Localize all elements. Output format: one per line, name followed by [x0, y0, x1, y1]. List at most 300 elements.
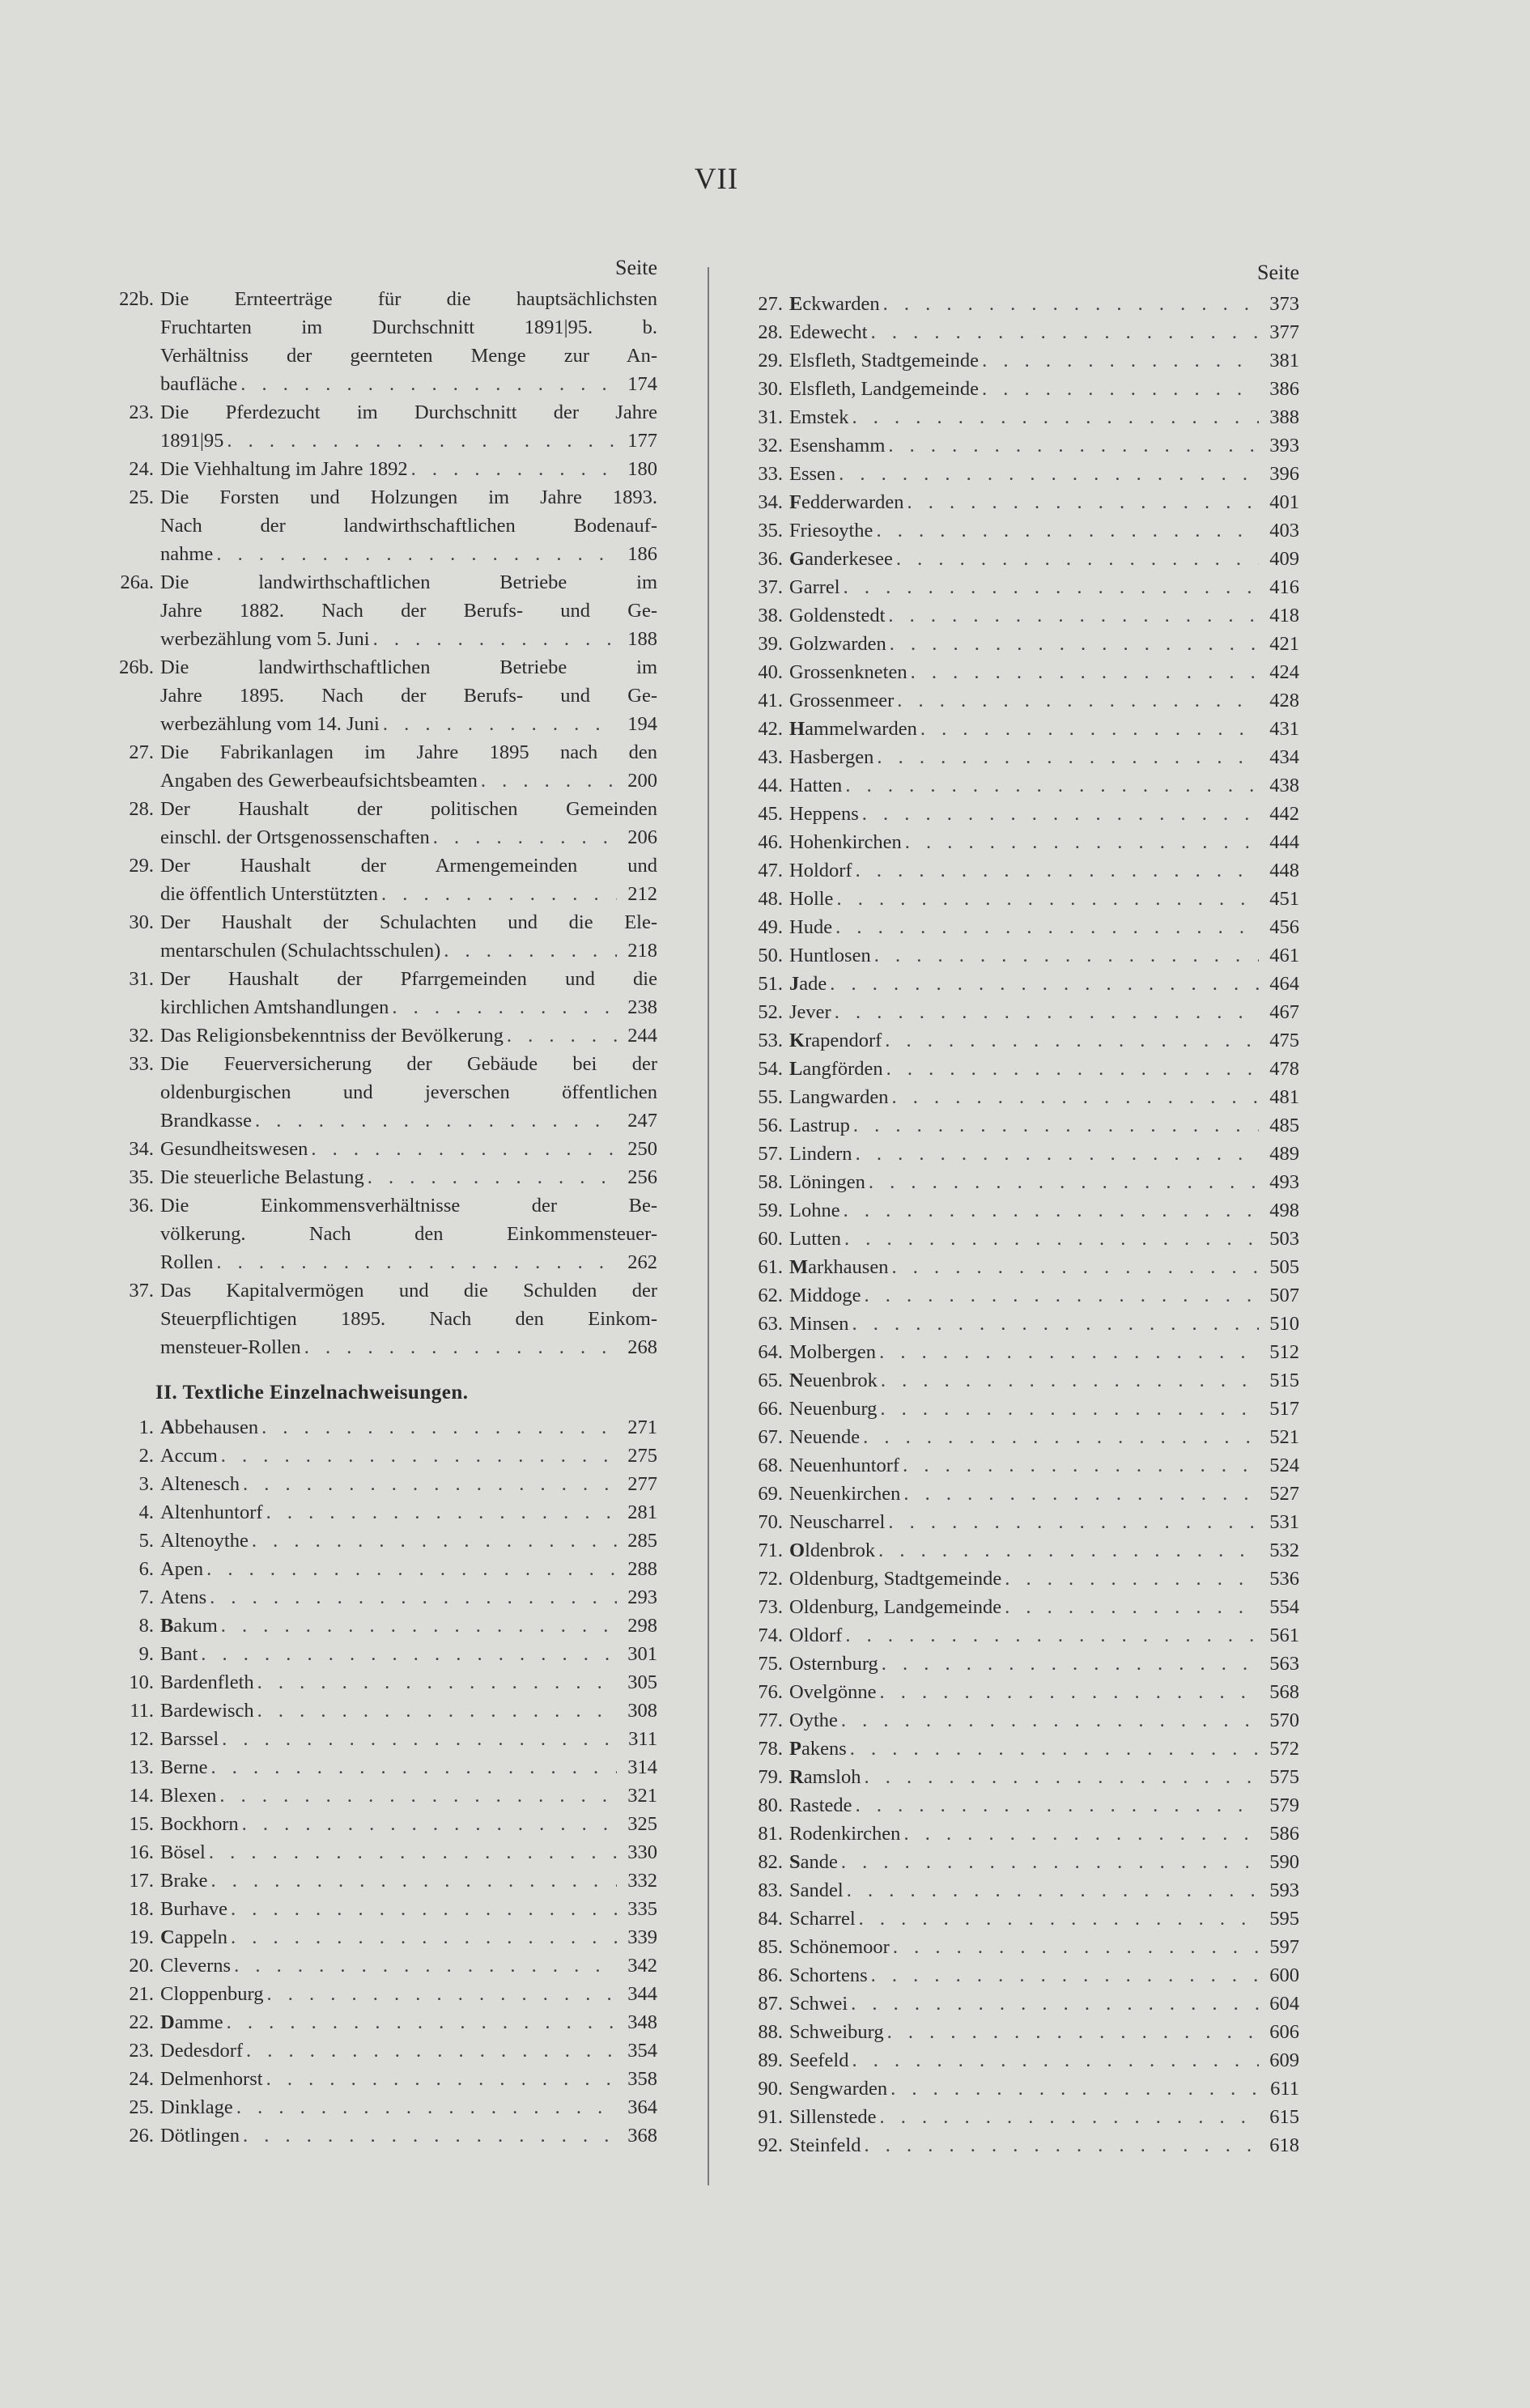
place-entry	[749, 460, 1299, 488]
place-name	[789, 1990, 848, 2018]
entry-line: die öffentlich Unterstützten	[160, 883, 378, 905]
entry-number: 8.	[138, 1615, 154, 1637]
entry-number: 26a.	[120, 571, 154, 593]
place-name	[789, 1536, 875, 1565]
entry-last-line	[160, 993, 657, 1021]
leader-dots	[848, 2046, 1259, 2075]
entry-number: 65.	[758, 1370, 783, 1391]
entry-number: 19.	[129, 1926, 154, 1948]
place-name-rest: appeln	[174, 1926, 228, 1948]
toc-entry	[113, 1163, 657, 1191]
leader-dots	[877, 1395, 1259, 1423]
entry-number: 52.	[758, 1001, 783, 1023]
entry-number: 90.	[758, 2078, 783, 2100]
entry-line: 1891|95	[160, 430, 224, 452]
place-name	[789, 715, 917, 743]
page-ref: 438	[1269, 775, 1299, 796]
place-entry	[113, 1867, 657, 1895]
entry-text	[160, 1276, 657, 1361]
leader-dots	[873, 743, 1259, 771]
place-name-rest: Lastrup	[789, 1115, 850, 1136]
leader-dots	[882, 1026, 1259, 1055]
page-ref: 314	[627, 1756, 657, 1778]
page-ref: 428	[1269, 690, 1299, 711]
entry-number: 5.	[138, 1530, 154, 1552]
entry-last-line	[160, 370, 657, 398]
leader-dots	[907, 658, 1259, 686]
entry-line: nahme	[160, 543, 214, 565]
entry-number: 32.	[758, 435, 783, 457]
place-name-rest: Schortens	[789, 1964, 868, 1986]
place-entry	[113, 1838, 657, 1867]
place-name-rest: Molbergen	[789, 1341, 877, 1363]
leader-dots	[842, 771, 1259, 800]
column-divider	[708, 267, 709, 2185]
leader-dots	[840, 1196, 1259, 1225]
entry-line: mentarschulen (Schulachtsschulen)	[160, 940, 441, 962]
place-entry	[749, 1848, 1299, 1876]
place-name	[160, 1583, 206, 1612]
page-ref: 418	[1269, 605, 1299, 626]
toc-entry	[113, 908, 657, 965]
entry-last-line	[160, 767, 657, 795]
place-entry	[113, 1951, 657, 1980]
entry-number: 70.	[758, 1511, 783, 1533]
place-name-rest: Hude	[789, 916, 833, 938]
place-name-rest: Lindern	[789, 1143, 852, 1165]
place-name-rest: Goldenstedt	[789, 605, 886, 626]
place-name-rest: Cleverns	[160, 1955, 232, 1977]
place-name	[789, 1395, 877, 1423]
entry-number: 51.	[758, 973, 783, 995]
place-entry	[113, 1753, 657, 1782]
entry-line: Die Viehhaltung im Jahre 1892	[160, 458, 408, 480]
entry-number: 71.	[758, 1540, 783, 1561]
leader-dots	[227, 1895, 617, 1923]
place-entry	[113, 1668, 657, 1697]
entry-number: 21.	[129, 1983, 154, 2005]
place-entry	[749, 941, 1299, 970]
page-ref: 444	[1269, 831, 1299, 853]
page-ref: 373	[1269, 293, 1299, 315]
place-entry	[113, 2121, 657, 2150]
place-name	[160, 1470, 240, 1498]
place-entry	[749, 1083, 1299, 1111]
entry-number: 68.	[758, 1455, 783, 1476]
leader-dots	[894, 686, 1259, 715]
place-name	[789, 1253, 888, 1281]
page-ref: 298	[627, 1615, 657, 1637]
leader-dots	[880, 290, 1259, 318]
place-entry	[749, 800, 1299, 828]
place-name	[789, 1706, 838, 1735]
place-entry	[749, 1820, 1299, 1848]
place-name	[789, 1168, 865, 1196]
place-name	[160, 1612, 218, 1640]
place-name-rest: ckwarden	[802, 293, 880, 315]
entry-text	[160, 795, 657, 852]
page-ref: 451	[1269, 888, 1299, 910]
place-name-rest: Steinfeld	[789, 2134, 861, 2156]
place-name-rest: Bardenfleth	[160, 1671, 254, 1693]
place-name	[789, 1083, 888, 1111]
entry-number: 28.	[758, 321, 783, 343]
place-name	[789, 403, 849, 431]
leader-dots	[868, 318, 1259, 346]
page-ref: 288	[627, 1558, 657, 1580]
leader-dots	[900, 1820, 1259, 1848]
leader-dots	[440, 936, 617, 965]
place-entry	[749, 1310, 1299, 1338]
place-name-rest: Löningen	[789, 1171, 865, 1193]
entry-number: 86.	[758, 1964, 783, 1986]
leader-dots	[231, 1951, 617, 1980]
page-ref: 489	[1269, 1143, 1299, 1165]
place-name-rest: Sengwarden	[789, 2078, 888, 2100]
entry-line: Der Haushalt der politischen Gemeinden	[160, 798, 657, 820]
place-name-rest: Middoge	[789, 1285, 861, 1306]
place-name-rest: Scharrel	[789, 1908, 856, 1930]
place-entry	[113, 2065, 657, 2093]
place-name	[789, 630, 886, 658]
entry-number: 59.	[758, 1200, 783, 1221]
page-ref: 536	[1269, 1568, 1299, 1590]
place-entry	[113, 1527, 657, 1555]
place-name	[789, 375, 979, 403]
place-entry	[749, 1791, 1299, 1820]
place-name	[789, 970, 827, 998]
entry-number: 46.	[758, 831, 783, 853]
place-name-rest: Grossenkneten	[789, 661, 907, 683]
entry-line: kirchlichen Amtshandlungen	[160, 996, 389, 1018]
place-name	[160, 2036, 243, 2065]
place-name	[160, 1442, 218, 1470]
entry-text	[160, 398, 657, 455]
place-name-rest: Edewecht	[789, 321, 868, 343]
place-name-rest: Lutten	[789, 1228, 841, 1250]
leader-dots	[252, 1106, 617, 1135]
leader-dots	[249, 1527, 617, 1555]
toc-entry	[113, 1050, 657, 1135]
place-entry	[113, 2036, 657, 2065]
place-name	[789, 1140, 852, 1168]
entry-number: 43.	[758, 746, 783, 768]
page-ref: 579	[1269, 1794, 1299, 1816]
page-ref: 271	[627, 1416, 657, 1438]
entry-line: Verhältniss der geernteten Menge zur An-	[160, 345, 657, 367]
leader-dots	[380, 710, 617, 738]
leader-dots	[504, 1021, 617, 1050]
place-name-rest: Seefeld	[789, 2049, 849, 2071]
place-name-rest: Golzwarden	[789, 633, 886, 655]
place-name	[160, 1527, 249, 1555]
page-ref: 532	[1269, 1540, 1299, 1561]
leader-dots	[893, 545, 1259, 573]
place-initial: P	[789, 1738, 801, 1760]
place-name	[160, 1895, 227, 1923]
place-entry	[749, 1536, 1299, 1565]
page-ref: 615	[1269, 2106, 1299, 2128]
place-entry	[749, 1593, 1299, 1621]
entry-number: 47.	[758, 860, 783, 881]
page-ref: 618	[1269, 2134, 1299, 2156]
entry-line: Die Pferdezucht im Durchschnitt der Jahre	[160, 401, 657, 423]
page-ref: 515	[1269, 1370, 1299, 1391]
page-ref: 194	[627, 713, 657, 735]
place-name	[160, 1697, 254, 1725]
place-entry	[749, 1961, 1299, 1990]
page-ref: 364	[627, 2096, 657, 2118]
place-name-rest: Osternburg	[789, 1653, 878, 1675]
place-entry	[113, 1810, 657, 1838]
place-name-rest: Bant	[160, 1643, 198, 1665]
place-entry	[749, 1706, 1299, 1735]
place-entry	[749, 1650, 1299, 1678]
page-ref: 393	[1269, 435, 1299, 457]
leader-dots	[840, 573, 1259, 601]
place-name-rest: Neuende	[789, 1426, 861, 1448]
leader-dots	[831, 998, 1259, 1026]
page-ref: 456	[1269, 916, 1299, 938]
place-entry	[749, 1026, 1299, 1055]
place-entry	[749, 1281, 1299, 1310]
leader-dots	[237, 370, 617, 398]
place-name-rest: euenbrok	[803, 1370, 878, 1391]
left-place-entries	[113, 1413, 657, 2150]
page-ref: 521	[1269, 1426, 1299, 1448]
leader-dots	[263, 2065, 617, 2093]
entry-number: 27.	[758, 293, 783, 315]
place-name-rest: Accum	[160, 1445, 218, 1467]
leader-dots	[223, 2008, 617, 2036]
place-entry	[749, 856, 1299, 885]
place-entry	[113, 2093, 657, 2121]
leader-dots	[878, 1366, 1259, 1395]
place-name	[789, 516, 873, 545]
place-entry	[113, 1470, 657, 1498]
place-name-rest: Burhave	[160, 1898, 227, 1920]
page-ref: 358	[627, 2068, 657, 2090]
place-entry	[749, 1140, 1299, 1168]
entry-number: 1.	[138, 1416, 154, 1438]
page-ref: 597	[1269, 1936, 1299, 1958]
entry-text	[160, 1191, 657, 1276]
entry-number: 26.	[129, 2125, 154, 2147]
page-ref: 403	[1269, 520, 1299, 541]
page-ref: 330	[627, 1841, 657, 1863]
place-name	[160, 1413, 258, 1442]
place-entry	[749, 1253, 1299, 1281]
place-entry	[749, 1395, 1299, 1423]
entry-number: 22b.	[119, 288, 154, 310]
leader-dots	[264, 1980, 618, 2008]
entry-line: Jahre 1895. Nach der Berufs- und Ge-	[160, 685, 657, 707]
entry-line: völkerung. Nach den Einkommensteuer-	[160, 1223, 657, 1245]
page-ref: 321	[627, 1785, 657, 1807]
leader-dots	[219, 1725, 617, 1753]
place-entry	[749, 1735, 1299, 1763]
place-name-rest: Hatten	[789, 775, 843, 796]
entry-line: Die Forsten und Holzungen im Jahre 1893.	[160, 486, 657, 508]
place-name-rest: Brake	[160, 1870, 208, 1892]
place-entry	[749, 686, 1299, 715]
entry-number: 31.	[129, 968, 154, 990]
place-name	[160, 1838, 206, 1867]
page-ref: 186	[627, 543, 657, 565]
place-name-rest: Berne	[160, 1756, 208, 1778]
entry-number: 33.	[758, 463, 783, 485]
leader-dots	[213, 1248, 617, 1276]
place-initial: J	[789, 973, 800, 995]
leader-dots	[903, 488, 1259, 516]
leader-dots	[887, 2075, 1259, 2103]
leader-dots	[254, 1668, 617, 1697]
page-ref: 442	[1269, 803, 1299, 825]
toc-entry	[113, 738, 657, 795]
entry-number: 33.	[129, 1053, 154, 1075]
toc-entry	[113, 455, 657, 483]
place-name	[160, 2093, 233, 2121]
entry-number: 74.	[758, 1624, 783, 1646]
entry-number: 22.	[129, 2011, 154, 2033]
page-ref: 424	[1269, 661, 1299, 683]
leader-dots	[838, 1706, 1259, 1735]
page-ref: 606	[1269, 2021, 1299, 2043]
page-ref: 342	[627, 1955, 657, 1977]
page-ref: 570	[1269, 1709, 1299, 1731]
place-name	[160, 2065, 263, 2093]
place-entry	[113, 1442, 657, 1470]
place-entry	[749, 2131, 1299, 2160]
page-ref: 305	[627, 1671, 657, 1693]
page-ref: 572	[1269, 1738, 1299, 1760]
entry-line: Fruchtarten im Durchschnitt 1891|95. b.	[160, 316, 657, 338]
page-ref: 561	[1269, 1624, 1299, 1646]
place-entry	[113, 1725, 657, 1753]
place-name	[789, 1451, 899, 1480]
place-name	[789, 601, 885, 630]
place-name-rest: Oldorf	[789, 1624, 843, 1646]
leader-dots	[884, 2018, 1259, 2046]
entry-text	[160, 285, 657, 398]
entry-number: 63.	[758, 1313, 783, 1335]
place-name	[789, 1423, 860, 1451]
entry-number: 64.	[758, 1341, 783, 1363]
entry-number: 85.	[758, 1936, 783, 1958]
entry-text	[160, 455, 657, 483]
page-ref: 464	[1269, 973, 1299, 995]
place-name-rest: amme	[174, 2011, 223, 2033]
place-name-rest: Dedesdorf	[160, 2040, 244, 2062]
leader-dots	[240, 1470, 617, 1498]
place-name-rest: Elsfleth, Stadtgemeinde	[789, 350, 980, 372]
place-entry	[749, 2046, 1299, 2075]
page-ref: 563	[1269, 1653, 1299, 1675]
left-toc-entries	[113, 285, 657, 1361]
entry-number: 76.	[758, 1681, 783, 1703]
place-name	[160, 1725, 219, 1753]
entry-number: 69.	[758, 1483, 783, 1505]
toc-entry	[113, 398, 657, 455]
page-ref: 507	[1269, 1285, 1299, 1306]
page-ref: 416	[1269, 576, 1299, 598]
entry-last-line	[160, 1021, 657, 1050]
entry-line: Nach der landwirthschaftlichen Bodenauf-	[160, 515, 657, 537]
leader-dots	[885, 601, 1259, 630]
entry-last-line	[160, 823, 657, 852]
place-initial: F	[789, 491, 801, 513]
page-ref: 368	[627, 2125, 657, 2147]
leader-dots	[877, 1678, 1260, 1706]
toc-entry	[113, 483, 657, 568]
page-ref: 475	[1269, 1030, 1299, 1051]
place-entry	[113, 1980, 657, 2008]
place-name	[789, 800, 859, 828]
leader-dots	[861, 2131, 1259, 2160]
place-name-rest: Minsen	[789, 1313, 849, 1335]
place-name	[789, 658, 907, 686]
entry-number: 7.	[138, 1586, 154, 1608]
leader-dots	[979, 375, 1259, 403]
entry-line: Gesundheitswesen	[160, 1138, 308, 1160]
entry-number: 34.	[129, 1138, 154, 1160]
entry-number: 78.	[758, 1738, 783, 1760]
place-initial: R	[789, 1766, 804, 1788]
entry-number: 15.	[129, 1813, 154, 1835]
leader-dots	[218, 1612, 617, 1640]
place-name-rest: akens	[801, 1738, 847, 1760]
place-name-rest: Schweiburg	[789, 2021, 884, 2043]
place-entry	[749, 828, 1299, 856]
entry-number: 36.	[129, 1195, 154, 1217]
place-name	[160, 1498, 263, 1527]
place-name	[789, 1196, 840, 1225]
page-ref: 275	[627, 1445, 657, 1467]
entry-number: 6.	[138, 1558, 154, 1580]
leader-dots	[206, 1838, 617, 1867]
leader-dots	[979, 346, 1259, 375]
section-heading: II. Textliche Einzelnachweisungen.	[155, 1382, 469, 1404]
page-ref: 467	[1269, 1001, 1299, 1023]
entry-number: 24.	[129, 2068, 154, 2090]
place-initial: C	[160, 1926, 175, 1948]
place-name-rest: Holdorf	[789, 860, 852, 881]
entry-number: 2.	[138, 1445, 154, 1467]
place-name	[789, 1111, 850, 1140]
place-name	[789, 1848, 838, 1876]
place-entry	[749, 1111, 1299, 1140]
place-name	[160, 2121, 240, 2150]
leader-dots	[258, 1413, 617, 1442]
place-name-rest: Altenesch	[160, 1473, 240, 1495]
entry-line: Die Einkommensverhältnisse der Be-	[160, 1195, 657, 1217]
place-entry	[113, 1782, 657, 1810]
toc-entry	[113, 653, 657, 738]
place-initial: K	[789, 1030, 805, 1051]
leader-dots	[885, 431, 1259, 460]
place-entry	[749, 1990, 1299, 2018]
entry-text	[160, 1135, 657, 1163]
place-name-rest: Ovelgönne	[789, 1681, 877, 1703]
entry-number: 13.	[129, 1756, 154, 1778]
entry-number: 29.	[758, 350, 783, 372]
place-name	[789, 686, 894, 715]
leader-dots	[203, 1555, 617, 1583]
leader-dots	[844, 1876, 1259, 1905]
leader-dots	[389, 993, 617, 1021]
leader-dots	[852, 1140, 1259, 1168]
entry-number: 37.	[758, 576, 783, 598]
